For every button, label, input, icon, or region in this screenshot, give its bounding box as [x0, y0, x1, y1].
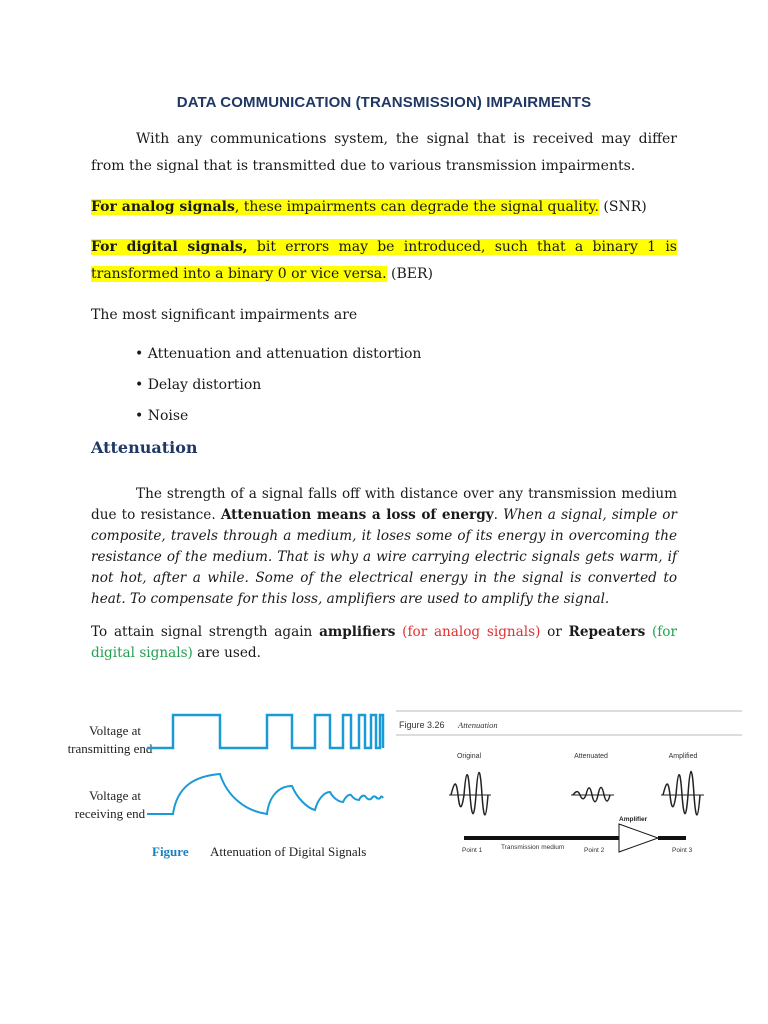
- section-heading-attenuation: Attenuation: [91, 438, 198, 457]
- analog-label: For analog signals: [91, 199, 235, 215]
- attenuation-italic: When a signal, simple or composite, travels through a medium, it loses some of its energy in overcoming the resistance of the medium. That is why a wire carrying electric signals gets warm, if not hot, after a while. Some of the electrical energy in the signal is converted to heat. To compensate for this loss, amplifiers are used to amplify the signal.: [91, 507, 677, 607]
- amplified-wave: [663, 771, 700, 815]
- digital-highlight-text: bit errors may be introduced, such that a binary 1 is transformed into a binary 0 or vice versa.: [91, 239, 677, 282]
- wave-label-amplified: Amplified: [668, 753, 698, 760]
- point-3-label: Point 3: [672, 847, 693, 854]
- amplifiers-start: To attain signal strength again: [91, 624, 320, 640]
- digital-tail: (BER): [386, 266, 433, 282]
- digital-label: For digital signals,: [91, 239, 248, 255]
- original-wave: [451, 772, 488, 814]
- wave-label-attenuated: Attenuated: [574, 753, 608, 760]
- rx-label-line2: receiving end: [74, 806, 146, 821]
- figure-digital-attenuation: [55, 686, 390, 866]
- wave-label-original: Original: [456, 753, 482, 760]
- bullet-item: • Delay distortion: [135, 377, 262, 393]
- amplifier-triangle: [619, 824, 658, 852]
- digital-signals-paragraph: [91, 234, 677, 288]
- analog-note: (for analog signals): [395, 624, 541, 640]
- page-title: DATA COMMUNICATION (TRANSMISSION) IMPAIRMENTS: [176, 94, 592, 111]
- tx-label-line2: transmitting end: [67, 741, 153, 756]
- amplifiers-end: are used.: [192, 645, 261, 661]
- figure-number: Figure 3.26: [399, 720, 445, 730]
- amplifiers-word: amplifiers: [319, 624, 396, 640]
- figure-title: Attenuation: [458, 720, 498, 730]
- bullet-item: • Attenuation and attenuation distortion: [135, 346, 422, 362]
- amplifiers-or: or: [540, 624, 569, 640]
- point-1-label: Point 1: [462, 847, 483, 854]
- rx-label-line1: Voltage at: [88, 788, 142, 803]
- analog-highlight-text: , these impairments can degrade the signal quality.: [234, 199, 599, 215]
- tx-label-line1: Voltage at: [88, 723, 142, 738]
- amplifier-label: Amplifier: [619, 816, 648, 823]
- figure-3-26-attenuation: [396, 708, 744, 868]
- intro-paragraph: With any communications system, the signal that is received may differ from the signal that is transmitted due to various transmission impairments.: [91, 131, 677, 174]
- impairments-intro: The most significant impairments are: [91, 307, 358, 323]
- attenuation-plain: The strength of a signal falls off with distance over any transmission medium due to resistance.: [91, 486, 677, 523]
- attenuation-bold: Attenuation means a loss of energy: [220, 507, 494, 523]
- amplifiers-paragraph: [91, 622, 677, 664]
- analog-highlight: [91, 199, 599, 215]
- attenuation-after-bold: .: [493, 507, 504, 523]
- bullet-item: • Noise: [135, 408, 189, 424]
- digital-highlight: [91, 239, 677, 282]
- medium-label: Transmission medium: [501, 844, 565, 851]
- attenuation-paragraph: [91, 484, 677, 610]
- digital-note: (for digital signals): [91, 624, 677, 661]
- figure-caption-text: Attenuation of Digital Signals: [210, 844, 367, 859]
- point-2-label: Point 2: [584, 847, 605, 854]
- figure-caption-label: Figure: [152, 844, 189, 859]
- analog-tail: (SNR): [598, 199, 647, 215]
- transmitted-square-wave: [147, 715, 383, 748]
- analog-signals-paragraph: [91, 194, 677, 221]
- received-attenuated-wave: [147, 774, 383, 814]
- repeaters-word: Repeaters: [568, 624, 646, 640]
